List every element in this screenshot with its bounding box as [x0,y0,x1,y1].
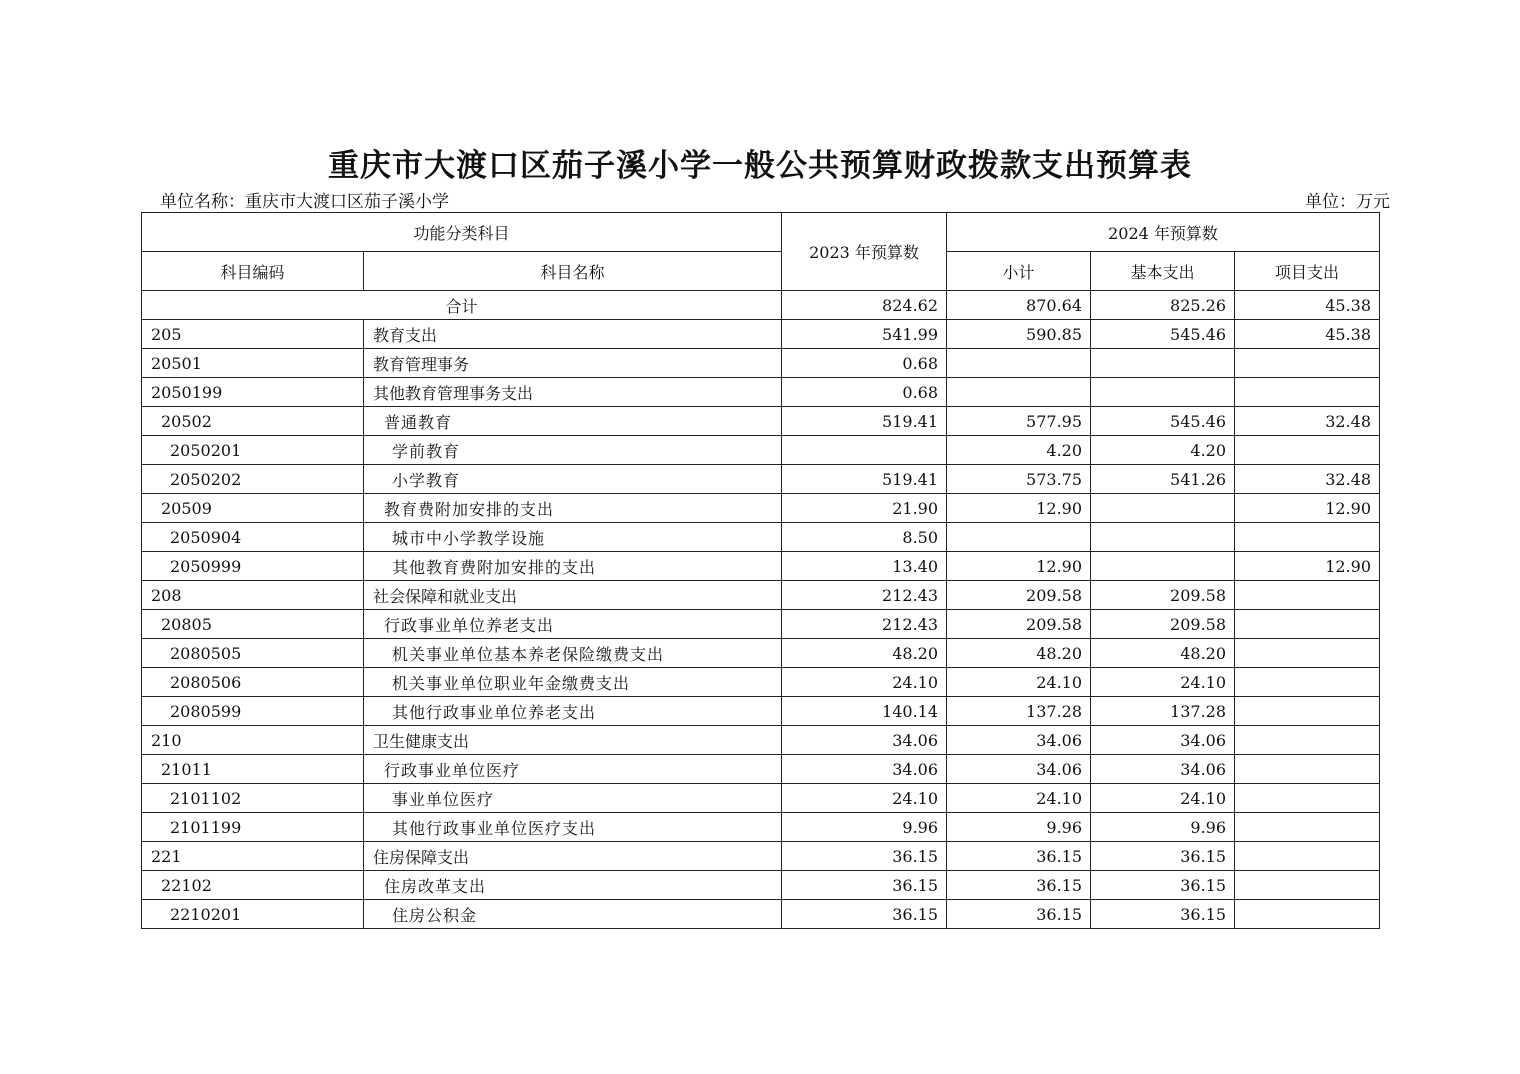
table-row [142,436,1380,465]
row-project [1235,639,1380,668]
row-subtotal: 573.75 [947,465,1091,494]
header-project: 项目支出 [1235,252,1380,291]
row-project: 32.48 [1235,407,1380,436]
header-function-category: 功能分类科目 [142,213,782,252]
row-budget-2023: 519.41 [782,465,947,494]
total-label: 合计 [142,291,782,320]
row-subtotal: 4.20 [947,436,1091,465]
row-project [1235,900,1380,929]
unit-name-label: 单位名称：重庆市大渡口区茄子溪小学 [160,192,449,212]
row-subtotal: 24.10 [947,668,1091,697]
row-code: 2101102 [142,784,364,813]
row-name: 住房改革支出 [364,871,782,900]
row-subtotal: 9.96 [947,813,1091,842]
row-subtotal: 24.10 [947,784,1091,813]
table-row [142,668,1380,697]
row-project [1235,581,1380,610]
row-code: 2101199 [142,813,364,842]
row-budget-2023: 0.68 [782,378,947,407]
row-name: 其他行政事业单位养老支出 [364,697,782,726]
row-subtotal: 36.15 [947,842,1091,871]
table-row [142,494,1380,523]
row-basic: 4.20 [1091,436,1235,465]
row-name: 住房保障支出 [364,842,782,871]
row-name: 小学教育 [364,465,782,494]
row-budget-2023: 36.15 [782,842,947,871]
row-code: 2050999 [142,552,364,581]
row-basic: 36.15 [1091,842,1235,871]
row-name: 行政事业单位医疗 [364,755,782,784]
row-basic [1091,523,1235,552]
row-name: 教育管理事务 [364,349,782,378]
row-budget-2023: 21.90 [782,494,947,523]
row-code: 205 [142,320,364,349]
row-project [1235,349,1380,378]
table-row [142,465,1380,494]
row-name: 学前教育 [364,436,782,465]
table-body [142,291,1380,929]
row-project [1235,610,1380,639]
total-subtotal: 870.64 [947,291,1091,320]
row-code: 208 [142,581,364,610]
row-basic: 36.15 [1091,871,1235,900]
table-row [142,755,1380,784]
row-subtotal [947,523,1091,552]
row-name: 住房公积金 [364,900,782,929]
table-row [142,407,1380,436]
table-row [142,726,1380,755]
row-code: 20805 [142,610,364,639]
row-project [1235,697,1380,726]
row-name: 机关事业单位职业年金缴费支出 [364,668,782,697]
row-project [1235,378,1380,407]
total-row [142,291,1380,320]
page-title: 重庆市大渡口区茄子溪小学一般公共预算财政拨款支出预算表 [328,148,1192,184]
header-code: 科目编码 [142,252,364,291]
row-name: 教育支出 [364,320,782,349]
header-budget-2023: 2023 年预算数 [782,213,947,291]
row-project: 12.90 [1235,494,1380,523]
row-project: 12.90 [1235,552,1380,581]
row-basic: 9.96 [1091,813,1235,842]
row-code: 2080599 [142,697,364,726]
row-project [1235,436,1380,465]
row-name: 其他教育费附加安排的支出 [364,552,782,581]
row-subtotal: 209.58 [947,610,1091,639]
header-subtotal: 小计 [947,252,1091,291]
row-budget-2023: 34.06 [782,726,947,755]
row-project [1235,726,1380,755]
row-code: 210 [142,726,364,755]
row-basic: 34.06 [1091,755,1235,784]
header-row-1 [142,213,1380,252]
row-name: 城市中小学教学设施 [364,523,782,552]
row-basic: 541.26 [1091,465,1235,494]
row-subtotal [947,378,1091,407]
row-project: 32.48 [1235,465,1380,494]
row-code: 2080505 [142,639,364,668]
table-row [142,842,1380,871]
row-subtotal: 48.20 [947,639,1091,668]
row-subtotal: 209.58 [947,581,1091,610]
row-subtotal: 137.28 [947,697,1091,726]
row-subtotal [947,349,1091,378]
row-project [1235,755,1380,784]
header-basic: 基本支出 [1091,252,1235,291]
table-row [142,784,1380,813]
row-budget-2023: 36.15 [782,900,947,929]
row-code: 2080506 [142,668,364,697]
row-budget-2023: 541.99 [782,320,947,349]
row-code: 2050904 [142,523,364,552]
row-basic: 209.58 [1091,610,1235,639]
table-row [142,349,1380,378]
table-row [142,610,1380,639]
row-subtotal: 577.95 [947,407,1091,436]
row-name: 其他行政事业单位医疗支出 [364,813,782,842]
row-subtotal: 34.06 [947,726,1091,755]
row-budget-2023: 24.10 [782,668,947,697]
row-budget-2023: 13.40 [782,552,947,581]
row-code: 20501 [142,349,364,378]
row-basic: 24.10 [1091,784,1235,813]
row-code: 2050201 [142,436,364,465]
row-budget-2023: 24.10 [782,784,947,813]
row-code: 21011 [142,755,364,784]
row-code: 221 [142,842,364,871]
row-budget-2023: 140.14 [782,697,947,726]
row-basic: 209.58 [1091,581,1235,610]
row-subtotal: 36.15 [947,900,1091,929]
header-row-2 [142,252,1380,291]
row-name: 卫生健康支出 [364,726,782,755]
row-budget-2023: 8.50 [782,523,947,552]
row-name: 机关事业单位基本养老保险缴费支出 [364,639,782,668]
row-budget-2023: 519.41 [782,407,947,436]
table-row [142,900,1380,929]
budget-table [141,212,1380,929]
row-basic [1091,378,1235,407]
header-budget-2024: 2024 年预算数 [947,213,1380,252]
row-name: 其他教育管理事务支出 [364,378,782,407]
row-budget-2023: 36.15 [782,871,947,900]
row-name: 行政事业单位养老支出 [364,610,782,639]
table-row [142,871,1380,900]
total-basic: 825.26 [1091,291,1235,320]
row-budget-2023: 9.96 [782,813,947,842]
row-basic: 24.10 [1091,668,1235,697]
row-name: 教育费附加安排的支出 [364,494,782,523]
row-code: 2210201 [142,900,364,929]
row-budget-2023: 0.68 [782,349,947,378]
row-project [1235,813,1380,842]
row-code: 22102 [142,871,364,900]
total-project: 45.38 [1235,291,1380,320]
table-row [142,639,1380,668]
row-basic: 48.20 [1091,639,1235,668]
row-basic: 36.15 [1091,900,1235,929]
row-budget-2023: 212.43 [782,610,947,639]
row-basic: 137.28 [1091,697,1235,726]
table-row [142,697,1380,726]
row-project [1235,842,1380,871]
row-project [1235,871,1380,900]
row-basic: 545.46 [1091,407,1235,436]
header-name: 科目名称 [364,252,782,291]
row-name: 事业单位医疗 [364,784,782,813]
row-code: 2050199 [142,378,364,407]
row-subtotal: 12.90 [947,552,1091,581]
row-budget-2023: 48.20 [782,639,947,668]
row-budget-2023: 34.06 [782,755,947,784]
row-basic [1091,349,1235,378]
row-basic: 545.46 [1091,320,1235,349]
table-row [142,581,1380,610]
row-budget-2023: 212.43 [782,581,947,610]
total-budget-2023: 824.62 [782,291,947,320]
row-basic [1091,494,1235,523]
row-subtotal: 12.90 [947,494,1091,523]
currency-unit-label: 单位：万元 [1305,192,1390,212]
row-project [1235,784,1380,813]
row-project: 45.38 [1235,320,1380,349]
row-basic: 34.06 [1091,726,1235,755]
table-row [142,552,1380,581]
row-code: 2050202 [142,465,364,494]
row-basic [1091,552,1235,581]
row-subtotal: 590.85 [947,320,1091,349]
table-row [142,320,1380,349]
row-budget-2023 [782,436,947,465]
table-row [142,813,1380,842]
row-project [1235,668,1380,697]
row-subtotal: 36.15 [947,871,1091,900]
row-code: 20509 [142,494,364,523]
table-row [142,523,1380,552]
table-row [142,378,1380,407]
row-code: 20502 [142,407,364,436]
row-subtotal: 34.06 [947,755,1091,784]
row-name: 普通教育 [364,407,782,436]
row-project [1235,523,1380,552]
row-name: 社会保障和就业支出 [364,581,782,610]
